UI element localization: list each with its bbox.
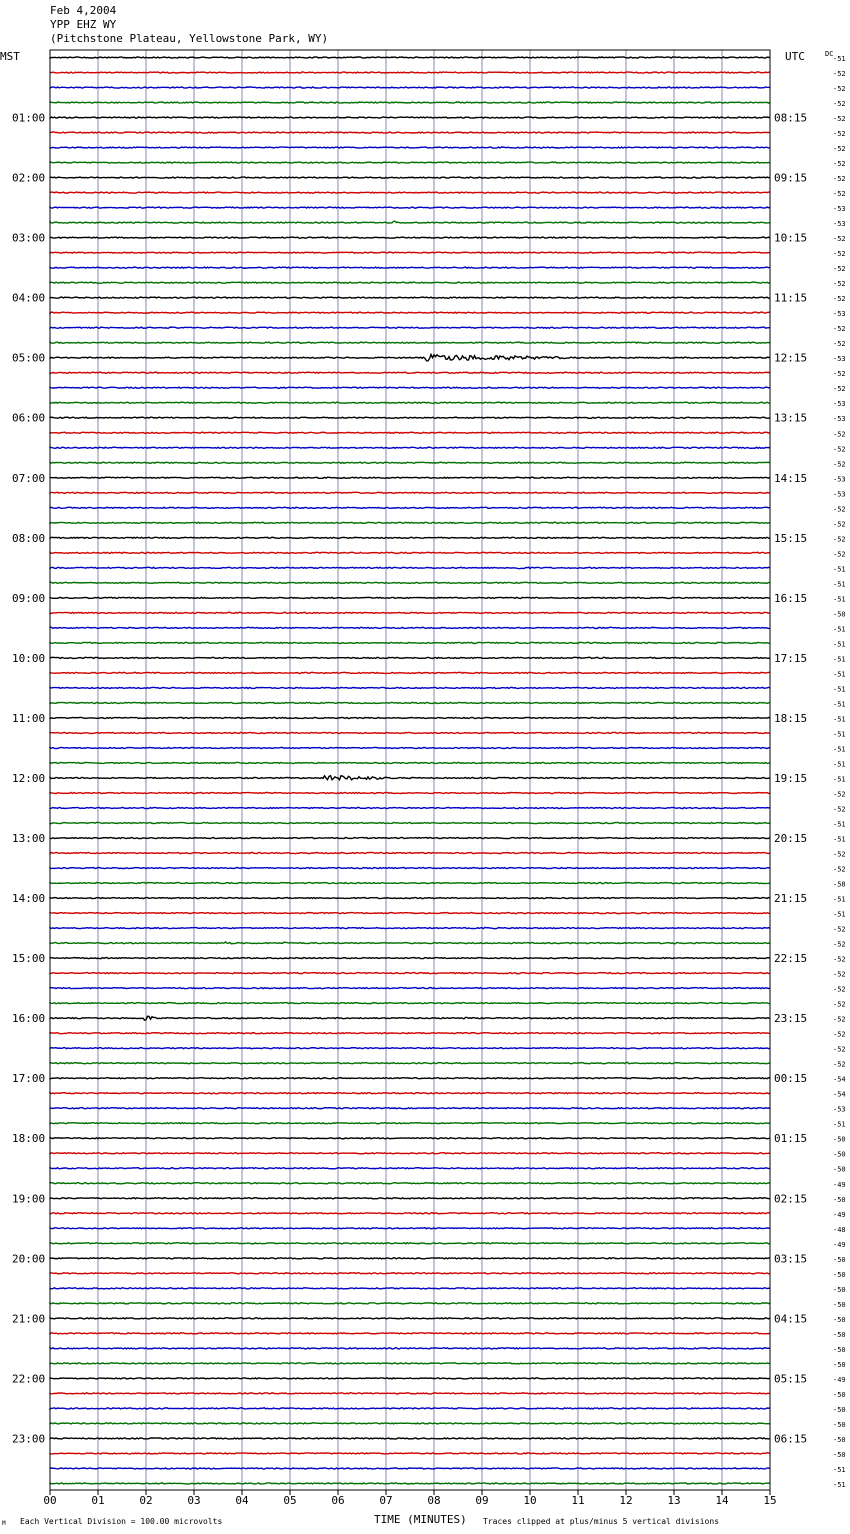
utc-hour-label: 10:15: [774, 231, 808, 245]
dc-offset-label: -53: [833, 1105, 846, 1114]
trace-row-10: [50, 207, 770, 208]
trace-row-44: [50, 717, 770, 718]
utc-hour-label: 23:15: [774, 1012, 808, 1026]
trace-row-75: [50, 1183, 770, 1184]
mst-hour-label: 19:00: [12, 1192, 46, 1206]
dc-offset-label: -50: [833, 1405, 846, 1414]
x-tick-label: 05: [283, 1494, 297, 1507]
trace-row-58: [50, 927, 770, 928]
trace-row-63: [50, 1003, 770, 1004]
trace-row-27: [50, 462, 770, 463]
dc-offset-label: -52: [833, 370, 846, 379]
dc-offset-label: -50: [833, 1315, 846, 1324]
trace-row-64: [50, 1016, 770, 1020]
x-tick-label: 09: [475, 1494, 489, 1507]
clip-note: Traces clipped at plus/minus 5 vertical divisions: [483, 1517, 720, 1526]
utc-hour-label: 19:15: [774, 772, 808, 785]
trace-row-23: [50, 402, 770, 403]
dc-offset-label: -52: [833, 340, 846, 349]
station-code: YPP EHZ WY: [50, 18, 117, 31]
dc-offset-label: -52: [833, 325, 846, 334]
trace-row-26: [50, 447, 770, 448]
trace-row-36: [50, 597, 770, 598]
dc-offset-label: -52: [833, 1060, 846, 1069]
dc-offset-label: -51: [833, 565, 846, 574]
scale-note: Each Vertical Division = 100.00 microvolts: [20, 1517, 223, 1526]
trace-row-86: [50, 1348, 770, 1349]
mst-hour-label: 07:00: [12, 471, 46, 485]
dc-offset-label: -53: [833, 220, 846, 229]
dc-offset-label: -52: [833, 130, 846, 139]
trace-row-92: [50, 1438, 770, 1439]
dc-offset-label: -52: [833, 235, 846, 244]
dc-offset-label: -51: [833, 775, 846, 784]
dc-offset-label: -50: [833, 1345, 846, 1354]
utc-axis-title: UTC: [785, 50, 805, 63]
mst-hour-label: 10:00: [12, 651, 46, 665]
trace-row-13: [50, 252, 770, 253]
trace-row-45: [50, 732, 770, 733]
trace-row-21: [50, 372, 770, 373]
trace-row-83: [50, 1303, 770, 1304]
utc-hour-label: 02:15: [774, 1192, 808, 1206]
trace-row-90: [50, 1408, 770, 1409]
trace-row-57: [50, 913, 770, 914]
utc-hour-label: 15:15: [774, 531, 808, 545]
trace-row-15: [50, 282, 770, 283]
utc-hour-label: 20:15: [774, 832, 808, 845]
dc-offset-label: -53: [833, 490, 846, 499]
trace-row-88: [50, 1378, 770, 1379]
trace-row-71: [50, 1123, 770, 1124]
dc-offset-label: -50: [833, 1360, 846, 1369]
utc-hour-label: 04:15: [774, 1312, 808, 1326]
dc-offset-label: -51: [833, 745, 846, 754]
mst-hour-label: 12:00: [12, 772, 46, 785]
dc-offset-label: -51: [833, 820, 846, 829]
dc-offset-label: -52: [833, 1030, 846, 1039]
dc-offset-label: -52: [833, 445, 846, 454]
station-location: (Pitchstone Plateau, Yellowstone Park, WY): [50, 32, 329, 45]
trace-row-48: [50, 776, 770, 780]
trace-row-94: [50, 1468, 770, 1469]
dc-offset-label: -54: [833, 1075, 846, 1084]
trace-row-55: [50, 883, 770, 884]
dc-offset-label: -51: [833, 580, 846, 589]
dc-offset-label: -52: [833, 970, 846, 979]
dc-offset-label: -51: [833, 760, 846, 769]
trace-row-25: [50, 432, 770, 433]
dc-offset-label: -51: [833, 595, 846, 604]
trace-row-51: [50, 822, 770, 823]
dc-offset-label: -53: [833, 205, 846, 214]
trace-row-50: [50, 807, 770, 808]
utc-hour-label: 12:15: [774, 351, 808, 365]
dc-offset-label: -50: [833, 1165, 846, 1174]
x-tick-label: 02: [139, 1494, 153, 1507]
trace-row-67: [50, 1062, 770, 1063]
dc-offset-label: -50: [833, 1270, 846, 1279]
dc-offset-label: -52: [833, 190, 846, 199]
trace-row-52: [50, 837, 770, 838]
trace-row-49: [50, 792, 770, 793]
trace-row-32: [50, 537, 770, 538]
dc-offset-label: -51: [833, 1120, 846, 1129]
dc-offset-label: -50: [833, 1285, 846, 1294]
trace-row-1: [50, 72, 770, 73]
dc-offset-label: -48: [833, 1225, 846, 1234]
dc-offset-label: -52: [833, 385, 846, 394]
trace-row-33: [50, 552, 770, 553]
mst-hour-label: 18:00: [12, 1132, 46, 1146]
dc-offset-label: -51: [833, 715, 846, 724]
dc-offset-label: -52: [833, 430, 846, 439]
dc-offset-label: -54: [833, 1090, 846, 1099]
mst-hour-label: 04:00: [12, 291, 46, 305]
x-tick-label: 13: [667, 1494, 681, 1507]
dc-offset-label: -52: [833, 460, 846, 469]
dc-offset-label: -53: [833, 310, 846, 319]
dc-offset-label: -51: [833, 895, 846, 904]
trace-row-59: [50, 942, 770, 944]
mst-hour-label: 17:00: [12, 1072, 46, 1086]
dc-offset-label: -51: [833, 910, 846, 919]
mst-hour-label: 06:00: [12, 411, 46, 425]
dc-offset-label: -52: [833, 1045, 846, 1054]
trace-row-35: [50, 582, 770, 583]
trace-row-5: [50, 132, 770, 133]
dc-offset-label: -51: [833, 655, 846, 664]
dc-offset-label: -51: [833, 670, 846, 679]
trace-row-61: [50, 973, 770, 974]
dc-offset-label: -53: [833, 475, 846, 484]
utc-hour-label: 03:15: [774, 1252, 808, 1266]
trace-row-19: [50, 342, 770, 343]
trace-row-95: [50, 1483, 770, 1484]
trace-row-53: [50, 852, 770, 853]
trace-row-76: [50, 1198, 770, 1199]
dc-offset-label: -52: [833, 535, 846, 544]
dc-offset-label: -51: [833, 1465, 846, 1474]
dc-offset-label: -52: [833, 265, 846, 274]
trace-row-89: [50, 1393, 770, 1394]
trace-row-47: [50, 762, 770, 763]
utc-hour-label: 17:15: [774, 651, 808, 665]
trace-row-70: [50, 1108, 770, 1109]
trace-row-34: [50, 567, 770, 569]
mst-hour-label: 20:00: [12, 1252, 46, 1266]
dc-offset-label: -51: [833, 700, 846, 709]
dc-offset-label: -52: [833, 280, 846, 289]
trace-row-91: [50, 1423, 770, 1424]
mst-hour-label: 22:00: [12, 1372, 46, 1386]
dc-offset-label: -49: [833, 1180, 846, 1189]
utc-hour-label: 05:15: [774, 1372, 808, 1386]
dc-offset-label: -52: [833, 805, 846, 814]
utc-hour-label: 09:15: [774, 171, 808, 185]
trace-row-11: [50, 221, 770, 223]
trace-row-43: [50, 702, 770, 703]
x-tick-label: 15: [763, 1494, 777, 1507]
dc-offset-label: -49: [833, 1375, 846, 1384]
dc-offset-label: -50: [833, 1300, 846, 1309]
utc-hour-label: 21:15: [774, 892, 808, 906]
trace-row-14: [50, 267, 770, 268]
trace-row-54: [50, 867, 770, 868]
trace-row-6: [50, 147, 770, 148]
trace-row-4: [50, 117, 770, 118]
dc-offset-label: -50: [833, 1195, 846, 1204]
mst-hour-label: 03:00: [12, 231, 46, 245]
mst-hour-label: 15:00: [12, 952, 46, 966]
dc-offset-label: -50: [833, 1135, 846, 1144]
mst-hour-label: 02:00: [12, 171, 46, 185]
x-tick-label: 12: [619, 1494, 633, 1507]
utc-hour-label: 08:15: [774, 111, 808, 125]
dc-offset-label: -51: [833, 835, 846, 844]
dc-offset-label: -58: [833, 880, 846, 889]
dc-offset-label: -52: [833, 955, 846, 964]
dc-offset-label: -50: [833, 1390, 846, 1399]
trace-row-82: [50, 1288, 770, 1289]
trace-row-38: [50, 627, 770, 628]
dc-offset-label: -52: [833, 145, 846, 154]
dc-offset-label: -52: [833, 865, 846, 874]
trace-row-22: [50, 387, 770, 388]
trace-row-69: [50, 1093, 770, 1094]
trace-row-66: [50, 1048, 770, 1049]
seismic-traces: [50, 57, 770, 1484]
trace-row-40: [50, 657, 770, 658]
trace-row-84: [50, 1318, 770, 1319]
dc-offset-label: -52: [833, 850, 846, 859]
dc-offset-label: -51: [833, 625, 846, 634]
trace-row-2: [50, 87, 770, 88]
dc-offset-label: -53: [833, 400, 846, 409]
x-tick-label: 14: [715, 1494, 729, 1507]
dc-offset-label: -51: [833, 685, 846, 694]
mst-hour-label: 23:00: [12, 1432, 46, 1446]
dc-offset-label: -53: [833, 415, 846, 424]
dc-offset-label: -51: [833, 55, 846, 63]
trace-row-24: [50, 417, 770, 418]
utc-hour-label: 22:15: [774, 952, 808, 966]
x-tick-label: 08: [427, 1494, 441, 1507]
utc-hour-label: 06:15: [774, 1432, 808, 1446]
dc-offset-label: -50: [833, 610, 846, 619]
trace-row-30: [50, 507, 770, 508]
trace-row-60: [50, 958, 770, 959]
dc-offset-label: -52: [833, 790, 846, 799]
dc-offset-label: -52: [833, 550, 846, 559]
dc-offset-label: -52: [833, 925, 846, 934]
trace-row-77: [50, 1213, 770, 1214]
mst-axis-title: MST: [0, 50, 20, 63]
x-tick-label: 04: [235, 1494, 249, 1507]
trace-row-9: [50, 192, 770, 193]
dc-offset-label: -51: [833, 1481, 846, 1489]
utc-hour-label: 00:15: [774, 1072, 808, 1086]
utc-hour-label: 18:15: [774, 711, 808, 725]
dc-offset-title: DC: [825, 50, 834, 58]
trace-row-87: [50, 1363, 770, 1364]
trace-row-56: [50, 898, 770, 899]
mst-hour-label: 14:00: [12, 892, 46, 906]
trace-row-3: [50, 102, 770, 103]
dc-offset-label: -52: [833, 85, 846, 93]
trace-row-65: [50, 1033, 770, 1034]
x-axis-title: TIME (MINUTES): [374, 1513, 467, 1526]
dc-offset-label: -49: [833, 1240, 846, 1249]
dc-offset-label: -52: [833, 940, 846, 949]
trace-row-74: [50, 1168, 770, 1169]
mst-hour-label: 16:00: [12, 1012, 46, 1026]
trace-row-29: [50, 492, 770, 493]
trace-row-37: [50, 612, 770, 613]
trace-row-73: [50, 1153, 770, 1154]
trace-row-68: [50, 1078, 770, 1079]
mst-hour-label: 21:00: [12, 1312, 46, 1326]
corner-mark: M: [2, 1520, 6, 1527]
mst-hour-label: 13:00: [12, 832, 46, 845]
trace-row-80: [50, 1258, 770, 1259]
trace-row-42: [50, 687, 770, 688]
dc-offset-label: -52: [833, 295, 846, 304]
x-tick-label: 07: [379, 1494, 393, 1507]
dc-offset-label: -52: [833, 1000, 846, 1009]
utc-hour-label: 13:15: [774, 411, 808, 425]
dc-offset-label: -52: [833, 70, 846, 78]
dc-offset-label: -52: [833, 160, 846, 169]
dc-offset-label: -50: [833, 1450, 846, 1459]
dc-offset-label: -51: [833, 640, 846, 649]
trace-row-8: [50, 177, 770, 178]
trace-row-72: [50, 1138, 770, 1139]
record-date: Feb 4,2004: [50, 4, 117, 17]
trace-row-20: [50, 354, 770, 360]
x-tick-label: 01: [91, 1494, 105, 1507]
x-tick-label: 06: [331, 1494, 345, 1507]
dc-offset-label: -52: [833, 985, 846, 994]
trace-row-0: [50, 57, 770, 58]
x-tick-label: 03: [187, 1494, 201, 1507]
utc-hour-label: 14:15: [774, 471, 808, 485]
trace-row-7: [50, 162, 770, 163]
dc-offset-label: -50: [833, 1255, 846, 1264]
dc-offset-label: -50: [833, 1330, 846, 1339]
dc-offset-label: -53: [833, 355, 846, 364]
trace-row-12: [50, 237, 770, 238]
x-tick-label: 11: [571, 1494, 585, 1507]
dc-offset-label: -52: [833, 520, 846, 529]
trace-row-78: [50, 1228, 770, 1229]
dc-offset-label: -52: [833, 250, 846, 259]
trace-row-79: [50, 1243, 770, 1244]
mst-hour-label: 11:00: [12, 711, 46, 725]
utc-hour-label: 16:15: [774, 591, 808, 605]
x-tick-label: 00: [43, 1494, 57, 1507]
trace-row-17: [50, 312, 770, 313]
dc-offset-label: -50: [833, 1420, 846, 1429]
dc-offset-label: -51: [833, 730, 846, 739]
trace-row-39: [50, 642, 770, 643]
trace-row-16: [50, 297, 770, 298]
mst-hour-label: 01:00: [12, 111, 46, 125]
trace-row-62: [50, 988, 770, 989]
trace-row-31: [50, 522, 770, 523]
trace-row-85: [50, 1333, 770, 1334]
mst-hour-label: 05:00: [12, 351, 46, 365]
trace-row-41: [50, 672, 770, 673]
dc-offset-label: -52: [833, 100, 846, 108]
trace-row-46: [50, 747, 770, 748]
x-tick-label: 10: [523, 1494, 537, 1507]
dc-offset-label: -50: [833, 1150, 846, 1159]
dc-offset-label: -52: [833, 505, 846, 514]
trace-row-28: [50, 477, 770, 478]
mst-hour-label: 08:00: [12, 531, 46, 545]
dc-offset-label: -50: [833, 1435, 846, 1444]
utc-hour-label: 01:15: [774, 1132, 808, 1146]
trace-row-93: [50, 1453, 770, 1454]
mst-hour-label: 09:00: [12, 591, 46, 605]
trace-row-18: [50, 327, 770, 328]
dc-offset-label: -52: [833, 175, 846, 184]
trace-row-81: [50, 1273, 770, 1274]
dc-offset-label: -49: [833, 1210, 846, 1219]
dc-offset-label: -52: [833, 1015, 846, 1024]
dc-offset-label: -52: [833, 115, 846, 123]
utc-hour-label: 11:15: [774, 291, 808, 305]
